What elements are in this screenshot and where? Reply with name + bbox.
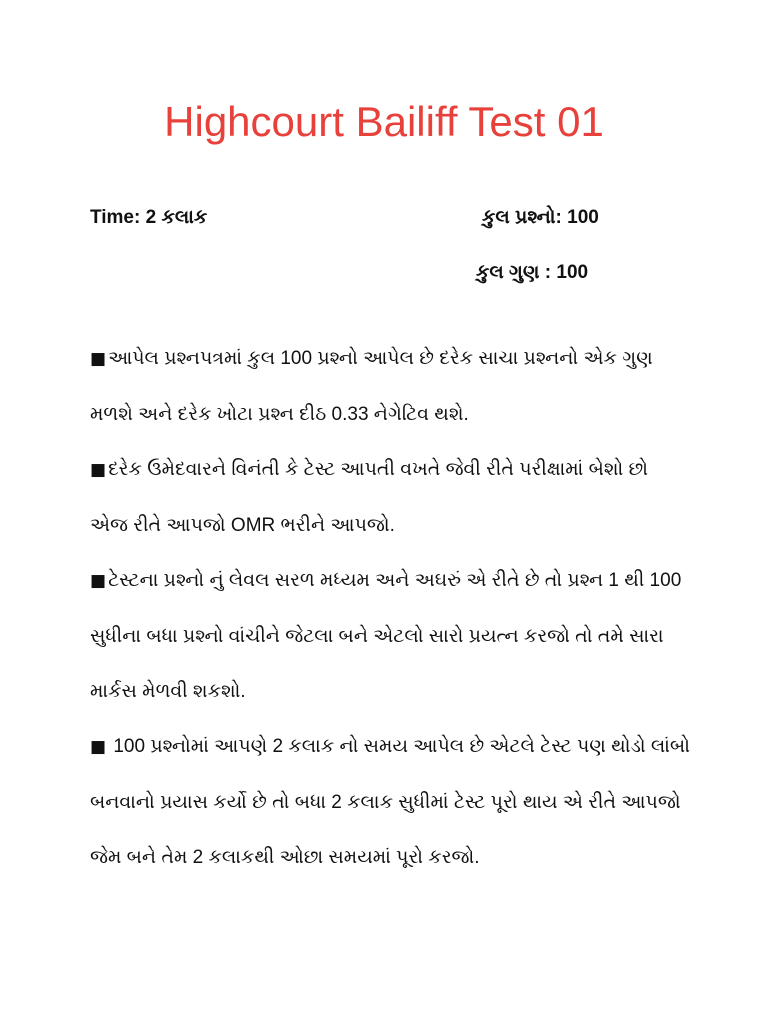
instruction-text: આપેલ પ્રશ્નપત્રમાં કુલ 100 પ્રશ્નો આપેલ છે દરેક સાચા પ્રશ્નનો એક ગુણ મળશે અને દરેક ખોટા પ્રશ્ન દીઠ 0.33 નેગેટિવ થશે. — [90, 348, 653, 425]
square-bullet-icon: ■ — [90, 349, 107, 369]
total-marks: કુલ ગુણ : 100 — [476, 262, 589, 283]
instruction-item — [90, 553, 690, 719]
square-bullet-icon: ■ — [90, 460, 107, 480]
test-title: Highcourt Bailiff Test 01 — [164, 98, 604, 145]
square-bullet-icon: ■ — [90, 571, 107, 591]
instruction-item — [90, 719, 690, 885]
time-label: Time: 2 કલાક — [90, 207, 208, 228]
square-bullet-icon: ■ — [90, 737, 107, 757]
instruction-text: દરેક ઉમેદવારને વિનંતી કે ટેસ્ટ આપતી વખતે જેવી રીતે પરીક્ષામાં બેશો છો એજ રીતે આપજો OMR ભરીને આપજો. — [90, 459, 648, 536]
instruction-item — [90, 331, 690, 442]
instruction-text: 100 પ્રશ્નોમાં આપણે 2 કલાક નો સમય આપેલ છે એટલે ટેસ્ટ પણ થોડો લાંબો બનવાનો પ્રયાસ કર્યો છે તો બધા 2 કલાક સુધીમાં ટેસ્ટ પૂરો થાય એ રીતે આપજો જેમ બને તેમ 2 કલાકથી ઓછા સમયમાં પૂરો કરજો. — [90, 736, 690, 868]
instruction-text: ટેસ્ટના પ્રશ્નો નું લેવલ સરળ મધ્યમ અને અઘરું એ રીતે છે તો પ્રશ્ન 1 થી 100 સુધીના બધા પ્રશ્નો વાંચીને જેટલા બને એટલો સારો પ્રયત્ન કરજો તો તમે સારા માર્કસ મેળવી શકશો. — [90, 570, 682, 702]
instruction-item — [90, 442, 690, 553]
total-questions: કુલ પ્રશ્નો: 100 — [482, 207, 599, 228]
instructions-list — [90, 331, 690, 885]
